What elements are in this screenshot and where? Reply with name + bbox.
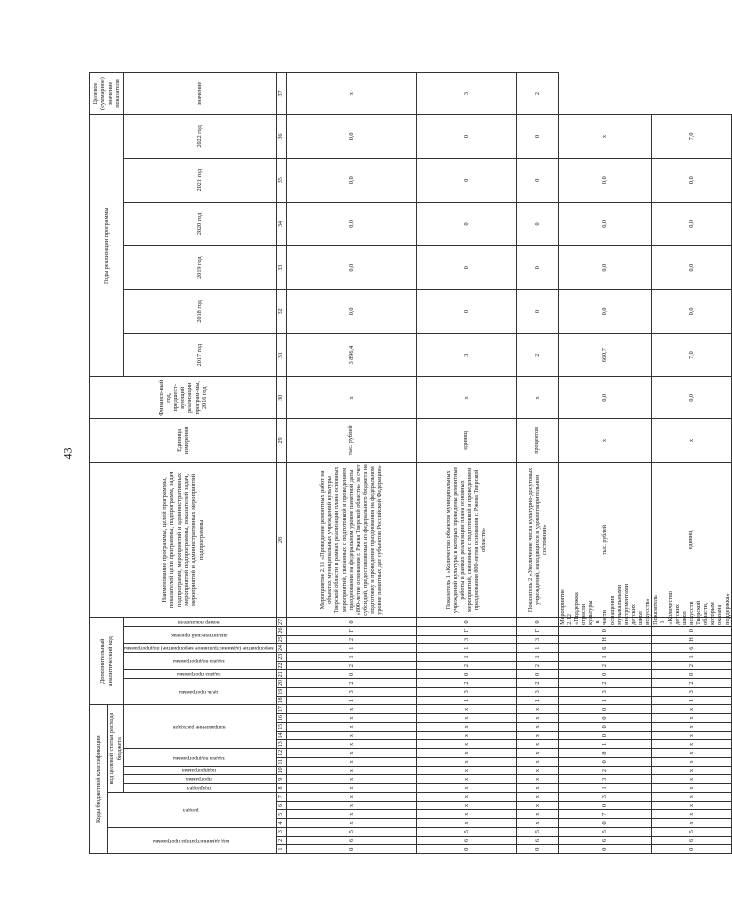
header-subsection-text: подраздел (186, 784, 211, 791)
column-number: 15 (276, 722, 286, 731)
value-2019-cell: 0,0 (652, 290, 731, 334)
code-cell: 6 (652, 836, 731, 845)
header-2022: 2022 год (124, 115, 277, 159)
header-target-article: код целевой статьи расхода бюджета (108, 705, 124, 792)
value-2021-cell: 0,0 (286, 158, 416, 202)
code-cell: 5 (286, 827, 416, 836)
column-number: 37 (276, 73, 286, 115)
header-unit: Единица измерения (90, 419, 277, 463)
code-cell: 0 (516, 618, 558, 627)
financing-2016-cell: x (516, 377, 558, 419)
column-number: 3 (276, 827, 286, 836)
column-number: 30 (276, 377, 286, 419)
financing-2016-cell: x (652, 419, 731, 463)
value-2018-cell: 660,7 (558, 333, 652, 377)
column-number: 26 (276, 626, 286, 635)
value-2017-cell: 0,0 (558, 377, 652, 419)
code-cell: x (652, 766, 731, 775)
code-cell: x (652, 801, 731, 810)
header-indicator-number-text: номер показателя (177, 618, 220, 625)
column-number: 36 (276, 115, 286, 159)
code-cell: x (516, 810, 558, 819)
column-number: 5 (276, 810, 286, 819)
code-cell: x (652, 784, 731, 793)
value-2021-cell: 0,0 (558, 202, 652, 246)
code-cell: x (516, 722, 558, 731)
final-value-cell: 3 (416, 73, 516, 115)
code-cell: 0 (558, 714, 652, 723)
code-cell: x (652, 775, 731, 784)
code-cell: x (652, 705, 731, 714)
column-number: 19 (276, 687, 286, 696)
code-cell: 0 (558, 705, 652, 714)
code-cell: x (516, 740, 558, 749)
column-number: 14 (276, 731, 286, 740)
code-cell: 3 (416, 635, 516, 644)
code-cell: 5 (516, 827, 558, 836)
table-body (286, 73, 731, 854)
table-row (416, 73, 516, 854)
code-cell: x (416, 784, 516, 793)
header-program-task-text: задача программы (177, 671, 221, 678)
value-2019-cell: 0,0 (286, 246, 416, 290)
column-number: 11 (276, 757, 286, 766)
budget-table (89, 72, 732, 854)
header-years: Годы реализации программы (90, 115, 124, 377)
value-2020-cell: 0,0 (652, 246, 731, 290)
code-cell: x (286, 819, 416, 828)
value-2022-cell: 0 (416, 115, 516, 159)
header-subprogram-task-2-text: задача подпрограммы (172, 658, 225, 665)
code-cell: x (286, 766, 416, 775)
financing-2016-cell: x (286, 377, 416, 419)
code-cell: 2 (416, 661, 516, 670)
header-2019: 2019 год (124, 246, 277, 290)
header-code-admin (108, 827, 277, 853)
value-2017-cell: 2 (516, 333, 558, 377)
code-cell: x (286, 775, 416, 784)
column-number: 32 (276, 290, 286, 334)
code-cell: 5 (652, 827, 731, 836)
value-2020-cell: 0 (416, 202, 516, 246)
value-2017-cell: 3 (416, 333, 516, 377)
column-number: 23 (276, 653, 286, 662)
code-cell: 3 (558, 792, 652, 801)
code-cell: Н (558, 635, 652, 644)
unit-cell: процентов (516, 419, 558, 463)
unit-cell: единиц (652, 462, 731, 617)
code-cell: x (416, 792, 516, 801)
value-2019-cell: 0,0 (558, 290, 652, 334)
financing-2016-cell: x (416, 377, 516, 419)
header-2017: 2017 год (124, 333, 277, 377)
code-cell: x (286, 740, 416, 749)
column-number: 28 (276, 462, 286, 617)
code-cell: 6 (286, 836, 416, 845)
code-cell: 1 (516, 696, 558, 705)
header-expense-direction-text: направление расходов (172, 724, 226, 731)
code-cell: x (516, 705, 558, 714)
code-cell: x (416, 766, 516, 775)
column-number: 16 (276, 714, 286, 723)
header-expense-direction (124, 705, 277, 749)
code-cell: 6 (416, 836, 516, 845)
code-cell: x (516, 714, 558, 723)
code-cell: 3 (558, 775, 652, 784)
column-number-row (276, 73, 286, 854)
code-cell: x (416, 714, 516, 723)
name-cell: Показатель 2 «Увеличение числа культурно-досуговых учреждений, находящихся в удовлетворительном состоянии» (516, 462, 558, 617)
code-cell: 1 (558, 653, 652, 662)
code-cell: 0 (558, 801, 652, 810)
column-number: 1 (276, 845, 286, 854)
code-cell: x (652, 714, 731, 723)
value-2018-cell: 0 (416, 290, 516, 334)
code-cell: 1 (416, 653, 516, 662)
code-cell: x (286, 810, 416, 819)
code-cell: x (652, 740, 731, 749)
code-cell: 1 (416, 696, 516, 705)
code-cell: 1 (652, 696, 731, 705)
value-2022-cell: 0,0 (286, 115, 416, 159)
header-financing-2016: Финансо-вый год, предшест-вующий реализации програм-мы, 2016 год (90, 377, 277, 419)
code-cell: Н (652, 635, 731, 644)
code-cell: x (416, 775, 516, 784)
column-number: 13 (276, 740, 286, 749)
code-cell: 2 (516, 661, 558, 670)
header-subprogram-task (124, 749, 277, 766)
code-cell: 0 (558, 757, 652, 766)
column-number: 35 (276, 158, 286, 202)
header-indicator-number (124, 618, 277, 627)
header-2018: 2018 год (124, 290, 277, 334)
code-cell: 1 (416, 644, 516, 653)
code-cell: x (652, 731, 731, 740)
code-cell: 0 (416, 845, 516, 854)
header-section-text: раздел (183, 807, 199, 814)
code-cell: 0 (558, 670, 652, 679)
header-purpose-program-text: цель программы (179, 689, 219, 696)
code-cell: x (652, 722, 731, 731)
code-cell: 0 (558, 845, 652, 854)
code-cell: x (286, 705, 416, 714)
value-2018-cell: 0 (516, 290, 558, 334)
header-subprogram-task-2 (124, 653, 277, 670)
code-cell: 0 (558, 819, 652, 828)
value-2022-cell: 0,0 (558, 158, 652, 202)
header-program-text: программа (185, 776, 212, 783)
code-cell: 0 (558, 731, 652, 740)
header-final-value: значение (124, 73, 277, 115)
code-cell: 2 (652, 679, 731, 688)
code-cell: x (286, 749, 416, 758)
value-2020-cell: 0,0 (558, 246, 652, 290)
code-cell: x (652, 757, 731, 766)
code-cell: 3 (516, 635, 558, 644)
column-number: 31 (276, 333, 286, 377)
code-cell: x (286, 801, 416, 810)
code-cell: 0 (286, 670, 416, 679)
table-row (286, 73, 416, 854)
code-cell: 0 (558, 626, 652, 635)
column-number: 24 (276, 644, 286, 653)
code-cell: Г (286, 626, 416, 635)
code-cell: 1 (652, 653, 731, 662)
code-cell: Г (416, 626, 516, 635)
code-cell: x (416, 757, 516, 766)
code-cell: 6 (516, 836, 558, 845)
code-cell: x (516, 731, 558, 740)
code-cell: 0 (416, 618, 516, 627)
code-cell: 3 (652, 687, 731, 696)
column-number: 12 (276, 749, 286, 758)
code-cell: 2 (652, 661, 731, 670)
code-cell: x (416, 731, 516, 740)
value-2017-cell: 0,0 (652, 377, 731, 419)
header-section-group (108, 792, 277, 827)
code-cell: x (652, 819, 731, 828)
value-2020-cell: 0,0 (286, 202, 416, 246)
code-cell: 6 (558, 836, 652, 845)
code-cell: x (416, 722, 516, 731)
code-cell: 7 (558, 810, 652, 819)
code-cell: 3 (558, 687, 652, 696)
value-2020-cell: 0 (516, 202, 558, 246)
header-analytical-sign-text: аналитический признак (170, 632, 228, 639)
header-program-measure-text: мероприятие (административное мероприятие) подпрограммы (124, 645, 274, 652)
code-cell: 0 (416, 670, 516, 679)
financing-2016-cell: x (558, 419, 652, 463)
code-cell: x (516, 766, 558, 775)
code-cell: 1 (516, 644, 558, 653)
code-cell: 1 (286, 696, 416, 705)
header-final: Целевое (суммарное) значение показателя (90, 73, 124, 115)
header-subsection (124, 784, 277, 793)
header-budget-codes: Коды бюджетной классификации (90, 705, 108, 854)
code-cell: x (516, 749, 558, 758)
column-number: 6 (276, 801, 286, 810)
code-cell: 0 (558, 722, 652, 731)
header-subprogram-text: подпрограмма (181, 767, 216, 774)
column-number: 2 (276, 836, 286, 845)
code-cell: x (652, 810, 731, 819)
column-number: 27 (276, 618, 286, 627)
table-row (516, 73, 558, 854)
header-purpose-program (124, 679, 277, 705)
code-cell: 2 (558, 679, 652, 688)
value-2018-cell: 7,0 (652, 333, 731, 377)
page-number: 43 (60, 447, 75, 460)
code-cell: 2 (516, 679, 558, 688)
code-cell: x (286, 722, 416, 731)
header-row-1 (90, 73, 108, 854)
name-cell: Мероприятие 2.12 «Поддержка отрасли культуры в части оснащения музыкальными инструментами детских школ искусств» (558, 583, 652, 625)
code-cell: x (416, 810, 516, 819)
column-number: 4 (276, 819, 286, 828)
code-cell: Г (516, 626, 558, 635)
header-additional-code: Дополнительный аналитический код (90, 618, 124, 705)
code-cell: 2 (558, 766, 652, 775)
column-number: 34 (276, 202, 286, 246)
value-2018-cell: 0,0 (286, 290, 416, 334)
code-cell: 1 (286, 644, 416, 653)
header-2021: 2021 год (124, 158, 277, 202)
column-number: 22 (276, 661, 286, 670)
code-cell: 3 (286, 687, 416, 696)
unit-cell: тыс. рублей (286, 419, 416, 463)
value-2019-cell: 0 (416, 246, 516, 290)
code-cell: 1 (286, 653, 416, 662)
code-cell: 1 (558, 740, 652, 749)
header-program (124, 775, 277, 784)
column-number: 33 (276, 246, 286, 290)
value-2017-cell: 3 896,4 (286, 333, 416, 377)
code-cell: x (516, 775, 558, 784)
code-cell: x (416, 749, 516, 758)
code-cell: x (416, 705, 516, 714)
header-subprogram-task-text: задача подпрограммы (172, 754, 225, 761)
header-analytical-sign (124, 626, 277, 643)
header-subprogram (124, 766, 277, 775)
table-row (652, 73, 731, 854)
code-cell: x (286, 792, 416, 801)
code-cell: 8 (558, 749, 652, 758)
code-cell: 2 (286, 661, 416, 670)
code-cell: x (286, 784, 416, 793)
code-cell: 2 (416, 679, 516, 688)
final-value-cell: 2 (516, 73, 558, 115)
final-value-cell: x (286, 73, 416, 115)
code-cell: 5 (416, 827, 516, 836)
code-cell: 5 (558, 827, 652, 836)
column-number: 29 (276, 419, 286, 463)
code-cell: 2 (286, 635, 416, 644)
header-program-task (124, 670, 277, 679)
code-cell: x (416, 801, 516, 810)
column-number: 20 (276, 679, 286, 688)
column-number: 10 (276, 766, 286, 775)
column-number: 8 (276, 784, 286, 793)
code-cell: 1 (558, 784, 652, 793)
header-2020: 2020 год (124, 202, 277, 246)
code-cell: 1 (558, 696, 652, 705)
code-cell: 0 (652, 626, 731, 635)
code-cell: x (516, 801, 558, 810)
value-2019-cell: 0 (516, 246, 558, 290)
name-cell: Показатель 1 «Количество объектов муниципальных учреждений культуры в которых проведены ремонтные работы в рамках реализации плана основных мероприятий, связанных с подготовкой и проведением празднования 800-летия основания г. Ржева Тверской области» (416, 462, 516, 617)
code-cell: 0 (652, 670, 731, 679)
code-cell: 2 (558, 661, 652, 670)
column-number: 7 (276, 792, 286, 801)
column-number: 17 (276, 705, 286, 714)
code-cell: x (286, 731, 416, 740)
final-value-cell: x (558, 115, 652, 159)
code-cell: 3 (416, 687, 516, 696)
code-cell: 6 (652, 644, 731, 653)
code-cell: 0 (286, 845, 416, 854)
code-cell: x (516, 784, 558, 793)
value-2022-cell: 0,0 (652, 158, 731, 202)
value-2021-cell: 0 (416, 158, 516, 202)
column-number: 18 (276, 696, 286, 705)
value-2021-cell: 0 (516, 158, 558, 202)
code-cell: 0 (516, 845, 558, 854)
code-cell: x (652, 792, 731, 801)
name-cell: Мероприятие 2.11 «Проведение ремонтных работ на объектах муниципальных учреждений культуры Тверской области в рамках реализации плана основных мероприятий, связанных с подготовкой и проведением празднования на федеральном уровне памятной даты «800-летие основания г. Ржева Тверской области» за счет субсидий, предоставляемых из федерального бюджета на подготовку и проведение празднования на федеральном уровне памятных дат субъектов Российской Федерации» (286, 462, 416, 617)
code-cell: x (416, 819, 516, 828)
column-number: 21 (276, 670, 286, 679)
code-cell: x (652, 749, 731, 758)
table-row (558, 73, 652, 854)
header-program-measure (124, 644, 277, 653)
code-cell: x (416, 740, 516, 749)
code-cell: 1 (516, 653, 558, 662)
name-cell: Показатель 1 «Количество детских школ искусств Тверской области, которым оказана поддержка» (652, 591, 731, 625)
code-cell: x (516, 819, 558, 828)
code-cell: x (516, 757, 558, 766)
unit-cell: единиц (416, 419, 516, 463)
code-cell: x (286, 757, 416, 766)
code-cell: 0 (652, 845, 731, 854)
rotated-table-wrapper (89, 72, 731, 854)
code-cell: 6 (558, 644, 652, 653)
column-number: 25 (276, 635, 286, 644)
final-value-cell: 7,0 (652, 115, 731, 159)
header-code-admin-text: код администратора программы (152, 837, 229, 844)
code-cell: 0 (286, 618, 416, 627)
code-cell: 2 (286, 679, 416, 688)
header-name: Наименование программы, целей программы, показателей цели программы, подпрограмм, задач подпрограмм, мероприятий и административных мероприятий подпрограммы, показателей задач, мероприятий и административных мероприятий подпрограммы (90, 462, 277, 617)
unit-cell: тыс. рублей (558, 462, 652, 617)
value-2022-cell: 0 (516, 115, 558, 159)
value-2021-cell: 0,0 (652, 202, 731, 246)
code-cell: 3 (516, 687, 558, 696)
code-cell: x (286, 714, 416, 723)
code-cell: 0 (516, 670, 558, 679)
code-cell: x (516, 792, 558, 801)
column-number: 9 (276, 775, 286, 784)
